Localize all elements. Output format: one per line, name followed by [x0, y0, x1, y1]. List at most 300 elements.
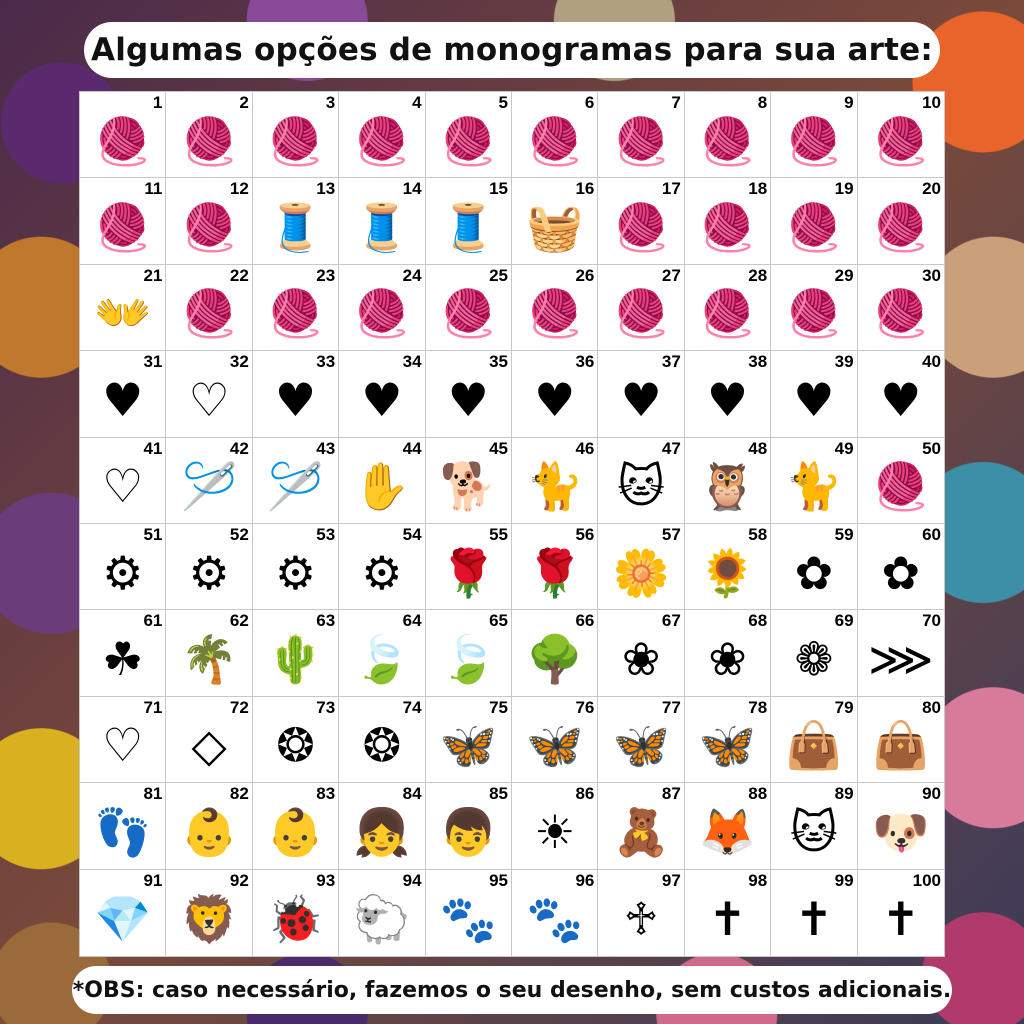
option-number: 79: [834, 697, 854, 717]
yarn-ball-large-icon: 🧶: [180, 286, 238, 341]
heart-yarn-needles-icon: ♥: [361, 372, 403, 427]
yarn-ball-hook-strand-icon: 🧶: [785, 200, 843, 255]
option-number: 83: [316, 784, 336, 804]
option-number: 7: [671, 93, 681, 112]
option-number: 68: [748, 611, 768, 631]
monogram-option: [598, 783, 684, 869]
option-number: 85: [489, 784, 508, 804]
option-number: 59: [834, 525, 854, 544]
monogram-option: [339, 351, 425, 437]
fox-icon: 🦊: [698, 804, 757, 859]
option-number: 100: [912, 870, 941, 890]
araucaria-tree-icon: 🌳: [526, 632, 584, 687]
monogram-option: [858, 524, 944, 610]
monogram-option: [685, 438, 771, 524]
heart-stitch-icon: ♡: [102, 459, 144, 514]
cat-silhouette-yarn-icon: 🐈: [785, 459, 843, 514]
option-number: 23: [316, 265, 336, 285]
monogram-option: [771, 697, 857, 783]
monogram-option: [685, 92, 771, 178]
four-leaf-clover-icon: ☘: [102, 632, 144, 687]
sunflower-icon: 🌻: [698, 545, 757, 600]
monogram-option: [685, 783, 771, 869]
option-number: 92: [229, 870, 249, 890]
heart-yarn-strand-icon: ♥: [706, 372, 749, 427]
monogram-option: [80, 351, 166, 437]
monogram-option: [685, 178, 771, 264]
option-number: 55: [489, 525, 508, 544]
option-number: 9: [844, 93, 854, 112]
monogram-option: [771, 524, 857, 610]
option-number: 30: [922, 265, 941, 285]
heart-yarn-icon: ♥: [102, 372, 144, 427]
monogram-option: [512, 783, 598, 869]
option-number: 95: [489, 870, 508, 890]
monogram-grid: [79, 91, 945, 957]
option-number: 46: [575, 438, 595, 458]
crochet-flower-hook-icon: ❁: [794, 632, 834, 687]
option-number: 52: [229, 525, 249, 544]
paw-print-2-icon: 🐾: [526, 891, 584, 946]
monogram-option: [512, 870, 598, 956]
our-lady-aparecida-icon: ♱: [623, 891, 659, 946]
yarn-ball-strand-icon: 🧶: [785, 113, 843, 168]
monogram-option: [685, 524, 771, 610]
sewing-machine-outline-icon: ⚙: [274, 545, 317, 600]
monogram-option: [253, 697, 339, 783]
teddy-bear-icon: 🧸: [612, 804, 670, 859]
monogram-option: [771, 438, 857, 524]
monogram-option: [858, 265, 944, 351]
monogram-option: [512, 92, 598, 178]
option-number: 56: [575, 525, 595, 544]
cactus-icon: 🌵: [266, 632, 325, 687]
option-number: 20: [922, 179, 941, 199]
monogram-option: [512, 610, 598, 696]
option-number: 24: [402, 265, 422, 285]
yarn-basket-icon: 🧺: [526, 200, 584, 255]
monogram-option: [166, 697, 252, 783]
option-number: 94: [402, 870, 422, 890]
option-number: 38: [748, 352, 768, 372]
monogram-option: [685, 265, 771, 351]
monogram-option: [253, 524, 339, 610]
monogram-option: [598, 524, 684, 610]
butterfly-icon: 🦋: [439, 718, 497, 773]
monogram-option: [685, 870, 771, 956]
option-number: 53: [316, 525, 336, 544]
yarn-skeins-pair-icon: 🧶: [872, 459, 930, 514]
monogram-option: [771, 92, 857, 178]
thread-spool-icon: 🧵: [266, 200, 325, 255]
yarn-ball-circle-icon: 🧶: [872, 113, 930, 168]
monogram-option: [80, 610, 166, 696]
cross-icon: ✝: [881, 891, 921, 946]
option-number: 61: [143, 611, 163, 631]
option-number: 35: [489, 352, 508, 372]
option-number: 28: [748, 265, 768, 285]
heart-yarn-balls-icon: ♥: [620, 372, 662, 427]
yarn-skeins-icon: 🧶: [612, 113, 670, 168]
boy-icon: 👦: [439, 804, 497, 859]
option-number: 96: [575, 870, 595, 890]
handbag-2-icon: 👜: [872, 718, 930, 773]
option-number: 14: [402, 179, 422, 199]
option-number: 86: [575, 784, 595, 804]
monogram-option: [685, 697, 771, 783]
celtic-heart-icon: ♡: [102, 718, 144, 773]
option-number: 3: [325, 93, 336, 112]
option-number: 12: [229, 179, 249, 199]
option-number: 67: [661, 611, 681, 631]
monogram-option: [598, 438, 684, 524]
option-number: 57: [661, 525, 681, 544]
monogram-option: [512, 265, 598, 351]
option-number: 13: [316, 179, 336, 199]
lotus-icon: ❀: [621, 632, 661, 687]
monogram-option: [426, 92, 512, 178]
option-number: 87: [661, 784, 681, 804]
monogram-option: [771, 178, 857, 264]
option-number: 32: [229, 352, 249, 372]
monogram-option: [166, 524, 252, 610]
monogram-option: [339, 524, 425, 610]
hands-knitting-icon: 👐: [94, 286, 152, 341]
monogram-option: [426, 697, 512, 783]
flower-stem-icon: ✿: [881, 545, 921, 600]
option-number: 10: [922, 93, 941, 112]
option-number: 78: [748, 697, 768, 717]
option-number: 4: [412, 93, 422, 112]
monogram-option: [426, 265, 512, 351]
monogram-option: [339, 783, 425, 869]
option-number: 48: [748, 438, 768, 458]
option-number: 5: [498, 93, 508, 112]
monogram-option: [426, 610, 512, 696]
pug-icon: 🐶: [872, 804, 930, 859]
monogram-option: [166, 92, 252, 178]
monogram-option: [339, 870, 425, 956]
handbag-icon: 👜: [785, 718, 843, 773]
monogram-option: [426, 870, 512, 956]
monogram-option: [598, 178, 684, 264]
monogram-option: [512, 697, 598, 783]
option-number: 29: [834, 265, 854, 285]
monogram-option: [512, 351, 598, 437]
yarn-skein-hooks-icon: 🧶: [439, 286, 497, 341]
monogram-option: [166, 870, 252, 956]
monogram-option: [426, 524, 512, 610]
monogram-option: [426, 783, 512, 869]
option-number: 89: [834, 784, 854, 804]
cat-yarn-ball-icon: 🐈: [526, 459, 584, 514]
option-number: 8: [757, 93, 768, 112]
baby-crawling-icon: 👶: [180, 804, 238, 859]
option-number: 54: [402, 525, 422, 544]
option-number: 27: [661, 265, 681, 285]
heart-yarn-line-icon: ♥: [793, 372, 835, 427]
option-number: 6: [584, 93, 595, 112]
monogram-option: [858, 783, 944, 869]
option-number: 49: [834, 438, 854, 458]
rose-icon: 🌹: [439, 545, 497, 600]
monogram-option: [339, 265, 425, 351]
option-number: 69: [834, 611, 854, 631]
option-number: 76: [575, 697, 595, 717]
monogram-option: [253, 265, 339, 351]
monogram-option: [339, 697, 425, 783]
monogram-option: [685, 610, 771, 696]
yarn-ball-thread-icon: 🧶: [698, 113, 757, 168]
yarn-ball-hook-icon: 🧶: [180, 113, 238, 168]
option-number: 84: [402, 784, 422, 804]
daisy-icon: 🌼: [612, 545, 670, 600]
yarn-ball-flat-icon: 🧶: [266, 286, 325, 341]
monogram-option: [80, 870, 166, 956]
sun-icon: ☀: [534, 804, 576, 859]
needle-thread-icon: 🪡: [180, 459, 238, 514]
yarn-ball-crossed-icon: 🧶: [526, 286, 584, 341]
yarn-ball-heart-icon: 🧶: [353, 286, 411, 341]
option-number: 19: [834, 179, 854, 199]
monogram-option: [512, 438, 598, 524]
monogram-option: [253, 783, 339, 869]
option-number: 26: [575, 265, 595, 285]
monogram-option: [80, 697, 166, 783]
monogram-option: [339, 610, 425, 696]
monogram-option: [685, 351, 771, 437]
monogram-option: [598, 610, 684, 696]
leaf-icon: 🍃: [353, 632, 411, 687]
lion-icon: 🦁: [180, 891, 238, 946]
option-number: 33: [316, 352, 336, 372]
monogram-option: [771, 351, 857, 437]
monogram-option: [858, 178, 944, 264]
cat-face-icon: 🐱: [789, 804, 838, 859]
option-number: 60: [922, 525, 941, 544]
option-number: 74: [402, 697, 422, 717]
page-title: Algumas opções de monogramas para sua arte:: [84, 22, 940, 78]
option-number: 91: [143, 870, 163, 890]
heart-yarn-needle-icon: ♥: [534, 372, 576, 427]
butterfly-side-icon: 🦋: [612, 718, 670, 773]
yarn-ball-heart-strand-icon: 🧶: [94, 200, 152, 255]
option-number: 58: [748, 525, 768, 544]
yarn-ball-hearts-icon: 🧶: [872, 286, 930, 341]
yarn-ball-needles-heart-icon: 🧶: [785, 286, 843, 341]
option-number: 65: [489, 611, 508, 631]
monogram-option: [80, 92, 166, 178]
dotted-heart-needle-icon: ♡: [188, 372, 230, 427]
cat-face-yarn-icon: 🐱: [617, 459, 666, 514]
option-number: 44: [402, 438, 422, 458]
option-number: 93: [316, 870, 336, 890]
option-number: 22: [229, 265, 249, 285]
heart-yarn-crossed-icon: ♥: [447, 372, 489, 427]
praying-virgin-icon: ✝: [794, 891, 834, 946]
monogram-option: [858, 870, 944, 956]
rose-bloom-icon: 🌹: [526, 545, 584, 600]
owl-yarn-icon: 🦉: [698, 459, 757, 514]
girl-icon: 👧: [353, 804, 411, 859]
monogram-option: [166, 265, 252, 351]
two-yarn-balls-needle-icon: 🧶: [698, 286, 757, 341]
option-number: 97: [661, 870, 681, 890]
monogram-option: [771, 610, 857, 696]
monogram-option: [80, 178, 166, 264]
option-number: 31: [143, 352, 163, 372]
monogram-option: [253, 178, 339, 264]
option-number: 90: [922, 784, 941, 804]
flower-star-icon: ✿: [794, 545, 834, 600]
monogram-option: [80, 265, 166, 351]
ladybug-icon: 🐞: [266, 891, 325, 946]
option-number: 70: [922, 611, 941, 631]
monogram-option: [858, 92, 944, 178]
option-number: 75: [489, 697, 508, 717]
two-yarn-balls-icon: 🧶: [180, 200, 238, 255]
monogram-option: [80, 438, 166, 524]
diamond-icon: 💎: [94, 891, 152, 946]
yarn-ball-loose-end-icon: 🧶: [612, 200, 670, 255]
monogram-option: [512, 178, 598, 264]
option-number: 50: [922, 438, 941, 458]
option-number: 51: [143, 525, 163, 544]
option-number: 2: [239, 93, 249, 112]
monogram-option: [253, 610, 339, 696]
monogram-option: [166, 178, 252, 264]
spool-needle-icon: 🧵: [353, 200, 411, 255]
monogram-option: [858, 610, 944, 696]
option-number: 39: [834, 352, 854, 372]
lotus-outline-icon: ❀: [708, 632, 747, 687]
option-number: 15: [489, 179, 508, 199]
monogram-option: [253, 351, 339, 437]
option-number: 64: [402, 611, 422, 631]
monogram-option: [426, 438, 512, 524]
monogram-option: [166, 351, 252, 437]
yarn-ball-needles-icon: 🧶: [94, 113, 152, 168]
option-number: 1: [152, 93, 163, 112]
monogram-option: [339, 438, 425, 524]
sheep-icon: 🐑: [353, 891, 411, 946]
option-number: 63: [316, 611, 336, 631]
monogram-option: [426, 178, 512, 264]
option-number: 77: [661, 697, 681, 717]
option-number: 99: [834, 870, 854, 890]
option-number: 80: [922, 697, 941, 717]
option-number: 40: [922, 352, 941, 372]
option-number: 73: [316, 697, 336, 717]
option-number: 66: [575, 611, 595, 631]
monogram-option: [166, 610, 252, 696]
half-mandala-icon: ❂: [362, 718, 402, 773]
hand-needle-icon: ✋: [353, 459, 411, 514]
dachshund-outline-icon: 🐕: [439, 459, 497, 514]
monogram-option: [339, 92, 425, 178]
swaddled-baby-icon: 👶: [266, 804, 325, 859]
yarn-ball-crossed-needles-2-icon: 🧶: [698, 200, 757, 255]
option-number: 36: [575, 352, 595, 372]
mandala-icon: ❂: [276, 718, 315, 773]
option-number: 88: [748, 784, 768, 804]
option-number: 98: [748, 870, 768, 890]
sewing-machine-modern-icon: ⚙: [361, 545, 403, 600]
sewing-machine-bird-icon: ⚙: [102, 545, 144, 600]
monogram-option: [771, 783, 857, 869]
heart-yarn-2-icon: ♥: [274, 372, 317, 427]
heart-yarn-hook-icon: ♥: [880, 372, 922, 427]
monogram-option: [426, 351, 512, 437]
option-number: 72: [229, 697, 249, 717]
option-number: 34: [402, 352, 422, 372]
monogram-option: [598, 697, 684, 783]
option-number: 81: [143, 784, 163, 804]
option-number: 18: [748, 179, 768, 199]
cone-spool-icon: 🧵: [439, 200, 497, 255]
option-number: 71: [143, 697, 163, 717]
option-number: 11: [144, 179, 163, 199]
knit-stitches-icon: ⋙: [868, 632, 934, 687]
monogram-option: [598, 265, 684, 351]
option-number: 16: [575, 179, 595, 199]
option-number: 47: [661, 438, 681, 458]
monogram-option: [512, 524, 598, 610]
option-number: 21: [143, 265, 163, 285]
monogram-option: [858, 351, 944, 437]
option-number: 62: [229, 611, 249, 631]
yarn-ball-needle-icon: 🧶: [353, 113, 411, 168]
monogram-option: [771, 870, 857, 956]
monogram-option: [339, 178, 425, 264]
crochet-hook-pattern-icon: ◇: [191, 718, 227, 773]
monogram-option: [80, 524, 166, 610]
monogram-option: [166, 783, 252, 869]
monogram-option: [598, 870, 684, 956]
monogram-option: [771, 265, 857, 351]
palm-tree-icon: 🌴: [180, 632, 238, 687]
monstera-leaf-icon: 🍃: [439, 632, 497, 687]
option-number: 25: [489, 265, 508, 285]
butterfly-ornate-icon: 🦋: [526, 718, 584, 773]
footer-note: *OBS: caso necessário, fazemos o seu desenho, sem custos adicionais.: [72, 966, 952, 1014]
option-number: 42: [229, 438, 249, 458]
virgin-mary-rosary-icon: ✝: [708, 891, 747, 946]
monogram-option: [598, 351, 684, 437]
baby-feet-icon: 👣: [94, 804, 152, 859]
monogram-option: [253, 92, 339, 178]
option-number: 43: [316, 438, 336, 458]
monogram-option: [858, 697, 944, 783]
paw-print-icon: 🐾: [439, 891, 497, 946]
option-number: 17: [661, 179, 681, 199]
option-number: 45: [489, 438, 508, 458]
yarn-ball-heart-line-icon: 🧶: [612, 286, 670, 341]
monogram-option: [166, 438, 252, 524]
yarn-ball-needles-top-icon: 🧶: [526, 113, 584, 168]
monogram-option: [598, 92, 684, 178]
option-number: 41: [143, 438, 163, 458]
monogram-option: [253, 438, 339, 524]
heart-needle-thread-icon: 🪡: [266, 459, 325, 514]
butterfly-line-icon: 🦋: [698, 718, 757, 773]
monogram-option: [253, 870, 339, 956]
monogram-option: [80, 783, 166, 869]
option-number: 82: [229, 784, 249, 804]
option-number: 37: [661, 352, 681, 372]
yarn-ball-crossed-needles-icon: 🧶: [266, 113, 325, 168]
yarn-ball-knitting-needles-icon: 🧶: [439, 113, 497, 168]
